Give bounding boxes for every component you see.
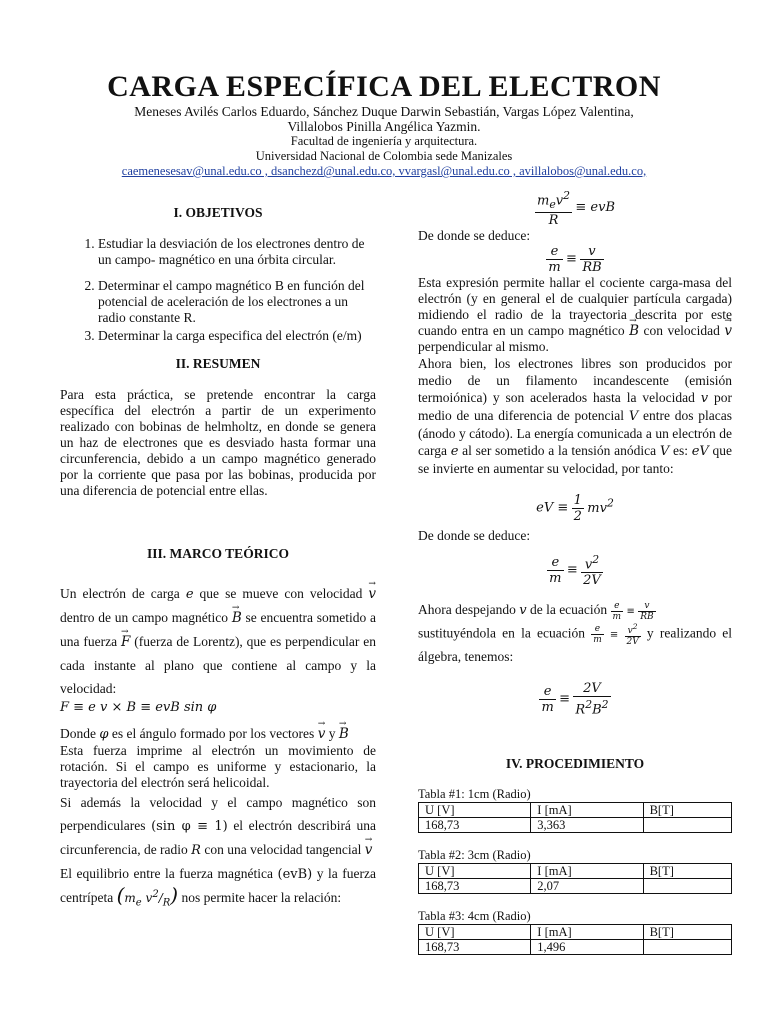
text-span: y la fuerza centrípeta	[60, 866, 376, 905]
university: Universidad Nacional de Colombia sede Manizales	[255, 149, 513, 163]
text-span: Si además la velocidad y el campo magnético son perpendiculares	[60, 795, 376, 833]
table-cell	[643, 939, 731, 954]
text-span: y	[328, 726, 336, 741]
text-span: al ser sometido a la tensión anódica	[462, 442, 657, 458]
text-span: que se mueve con velocidad	[199, 586, 363, 601]
marco-paragraph-1	[60, 582, 376, 700]
authors-line-2: Villalobos Pinilla Angélica Yazmin.	[287, 119, 481, 134]
symbol-b-vector: → B	[232, 607, 242, 630]
equation-final-e-m: $\frac{e}{m}$ ≡ $\frac{2V}{R^2B^2}$	[541, 681, 609, 718]
text-span: Ahora bien, los electrones libres son producidos por medio de un filamento incandescente (emisión termoiónica) y son acelerados hasta la velocidad	[418, 355, 732, 405]
symbol-b-vector: → B	[629, 323, 639, 339]
marco-paragraph-4	[60, 791, 376, 862]
fraction-e-m: $\frac{e}{m}$	[541, 683, 554, 715]
resumen-paragraph: Para esta práctica, se pretende encontrar la carga específica del electrón a partir de un experimento realizado con bobinas de helmholtz, en donde se genera un haz de electrones que es desviado hasta formar una circunferencia, debido a un campo magnético generado por la corriente que pasa por las bobinas, producida por una diferencia de potencial entre ellas.	[60, 387, 376, 498]
objetivo-item: 1. Estudiar la desviación de los electrones dentro de un campo- magnético en una órbita circular.	[98, 236, 376, 268]
table-header-cell: B[T]	[643, 863, 731, 878]
lorentz-equation: F ≡ e v × B ≡ evB sin φ	[60, 700, 217, 715]
table-header-cell: U [V]	[419, 802, 531, 817]
section-procedimiento-heading: IV. PROCEDIMIENTO	[505, 755, 645, 771]
fraction-v-rb-small: $\frac{v}{RB}$	[640, 600, 654, 622]
author-emails[interactable]: caemenesesav@unal.edu.co , dsanchezd@unal.edu.co, vvargasl@unal.edu.co , avillalobos@unal.edu.co,	[121, 164, 647, 178]
objetivos-list	[60, 236, 376, 344]
table-cell: 168,73	[419, 878, 531, 893]
symbol-capital-v: V	[628, 408, 639, 424]
table-block-2	[418, 847, 732, 894]
section-resumen-heading: II. RESUMEN	[175, 356, 261, 371]
text-span: El equilibrio entre la fuerza magnética	[60, 866, 273, 881]
fraction-mev2-r: $\frac{m_ev^2}{R}$	[537, 189, 570, 228]
left-column	[60, 190, 376, 913]
text-span: entre dos placas (ánodo y cátodo). La energía comunicada a un electrón de carga	[418, 407, 732, 458]
text-span: (fuerza de Lorentz), que es perpendicular en cada instante al plano que contiene al campo y la velocidad:	[60, 634, 377, 696]
text-span: de la ecuación	[529, 602, 608, 618]
objetivo-item: 3. Determinar la carga especifica del electrón (e/m)	[98, 328, 376, 344]
authors-block	[40, 104, 728, 179]
fraction-e-m-small: $\frac{e}{m}$	[612, 600, 622, 622]
table-header-row	[419, 802, 732, 817]
fraction-e-m-small: $\frac{e}{m}$	[593, 624, 602, 646]
deduce-text-2: De donde se deduce:	[418, 527, 531, 543]
fraction-v-rb: $\frac{v}{RB}$	[582, 243, 602, 275]
text-span: Donde	[60, 726, 96, 741]
table-cell: 2,07	[531, 878, 643, 893]
fraction-e-m: $\frac{e}{m}$	[549, 554, 562, 586]
table-header-cell: U [V]	[419, 924, 531, 939]
table-header-row	[419, 924, 732, 939]
symbol-ev: eV	[691, 443, 709, 459]
authors-line-1: Meneses Avilés Carlos Eduardo, Sánchez Duque Darwin Sebastián, Vargas López Valentina,	[134, 104, 634, 119]
symbol-e: e	[185, 587, 194, 602]
text-span: sustituyéndola en la ecuación	[418, 625, 585, 641]
marco-paragraph-5	[60, 864, 376, 913]
symbol-v-vector: → v	[368, 583, 376, 606]
deduce-text-1: De donde se deduce:	[418, 227, 531, 243]
fraction-one-half: $\frac{1}{2}$	[573, 492, 582, 524]
fraction-2v-r2b2: $\frac{2V}{R^2B^2}$	[575, 681, 609, 718]
symbol-v: v	[700, 390, 709, 406]
symbol-f-vector: → F	[121, 631, 130, 654]
equation-e-m-v2-2v: $\frac{e}{m}$ ≡ $\frac{v^2}{2V}$	[549, 552, 601, 589]
symbol-r: R	[191, 843, 201, 858]
table-cell: 3,363	[531, 817, 643, 832]
fraction-v2-2v-small: $\frac{v^2}{2V}$	[626, 622, 639, 648]
table-cell: 168,73	[419, 939, 531, 954]
evb-term: (evB)	[277, 867, 313, 882]
table-block-1	[418, 786, 732, 833]
text-span: es el ángulo formado por los vectores	[111, 726, 315, 741]
text-span: Un electrón de carga	[60, 586, 180, 601]
text-span: que se invierte en aumentar su velocidad, por tanto:	[418, 442, 732, 476]
marco-paragraph-3: Esta fuerza imprime al electrón un movimiento de rotación. Si el campo es uniforme y estacionario, la trayectoria del electrón será helicoidal.	[60, 743, 376, 790]
table-row	[419, 939, 732, 954]
fraction-v2-2v: $\frac{v^2}{2V}$	[583, 552, 601, 589]
right-column	[418, 188, 732, 955]
table-header-row	[419, 863, 732, 878]
table-cell	[643, 817, 731, 832]
objetivo-item: 2. Determinar el campo magnético B en función del potencial de aceleración de los electrones a un radio constante R.	[98, 278, 376, 326]
table-header-cell: I [mA]	[531, 802, 643, 817]
symbol-v-vector: → v	[318, 726, 326, 742]
paper-title: CARGA ESPECÍFICA DEL ELECTRON	[107, 70, 661, 103]
text-span: Esta expresión permite hallar el cociente carga-masa del electrón (y en general el de cualquier partícula cargada) midiendo el radio de la trayectoria descrita por este cuando entra en un campo magnético	[418, 274, 732, 338]
eq1-rhs: ≡ evB	[575, 200, 615, 216]
right-paragraph-2	[418, 355, 732, 477]
symbol-capital-v: V	[659, 443, 670, 459]
symbol-v-vector: → v	[365, 839, 373, 862]
table-header-cell: U [V]	[419, 863, 531, 878]
data-table	[418, 924, 732, 955]
text-span: Ahora despejando	[418, 602, 516, 618]
table-row	[419, 817, 732, 832]
text-span: perpendicular al mismo.	[418, 338, 549, 354]
centripetal-term: ($m_e$ $v^2/_R$)	[116, 883, 179, 909]
text-span: el electrón describirá una circunferencia, de radio	[60, 818, 377, 857]
table-header-cell: I [mA]	[531, 924, 643, 939]
fraction-e-m: $\frac{e}{m}$	[548, 243, 561, 275]
text-span: por medio de una diferencia de potencial	[418, 389, 732, 423]
text-span: con una velocidad tangencial	[204, 842, 362, 857]
right-paragraph-1	[418, 275, 732, 355]
equation-force-balance	[418, 188, 732, 228]
table-caption: Tabla #3: 4cm (Radio)	[418, 908, 531, 923]
section-objetivos-heading: I. OBJETIVOS	[173, 205, 263, 220]
symbol-phi: φ	[99, 727, 109, 742]
text-span: nos permite hacer la relación:	[181, 890, 342, 905]
sin-phi-condition: (sin φ ≡ 1)	[151, 819, 228, 834]
text-span: es:	[672, 442, 688, 458]
text-span: se encuentra sometido a una fuerza	[60, 610, 377, 649]
data-table	[418, 802, 732, 833]
table-header-cell: I [mA]	[531, 863, 643, 878]
equation-e-m-v-rb: $\frac{e}{m}$ ≡ $\frac{v}{RB}$	[548, 243, 602, 275]
equation-energy: eV ≡ $\frac{1}{2}$ $mv^2$	[536, 492, 614, 524]
right-paragraph-ahora: Ahora despejando v de la ecuación $\frac{e}{m}$ ≡ $\frac{v}{RB}$	[418, 600, 654, 622]
symbol-v: v	[519, 603, 527, 619]
right-paragraph-sust: sustituyéndola en la ecuación $\frac{e}{m}$ ≡ $\frac{v^2}{2V}$ y realizando el álgebra, tenemos:	[418, 622, 732, 665]
symbol-e: e	[450, 443, 459, 459]
table-caption: Tabla #1: 1cm (Radio)	[418, 786, 531, 801]
symbol-b-vector: → B	[339, 726, 349, 742]
faculty: Facultad de ingeniería y arquitectura.	[290, 134, 478, 148]
data-table	[418, 863, 732, 894]
table-cell: 168,73	[419, 817, 531, 832]
section-marco-heading: III. MARCO TEÓRICO	[147, 546, 289, 561]
text-span: con velocidad	[643, 322, 720, 338]
table-header-cell: B[T]	[643, 924, 731, 939]
table-row	[419, 878, 732, 893]
text-span: y realizando el álgebra, tenemos:	[418, 625, 732, 665]
marco-paragraph-2	[60, 726, 376, 743]
table-cell: 1,496	[531, 939, 643, 954]
text-span: dentro de un campo magnético	[60, 610, 229, 625]
table-block-3	[418, 908, 732, 955]
table-header-cell: B[T]	[643, 802, 731, 817]
table-caption: Tabla #2: 3cm (Radio)	[418, 847, 531, 862]
symbol-v-vector: → v	[724, 323, 732, 339]
table-cell	[643, 878, 731, 893]
